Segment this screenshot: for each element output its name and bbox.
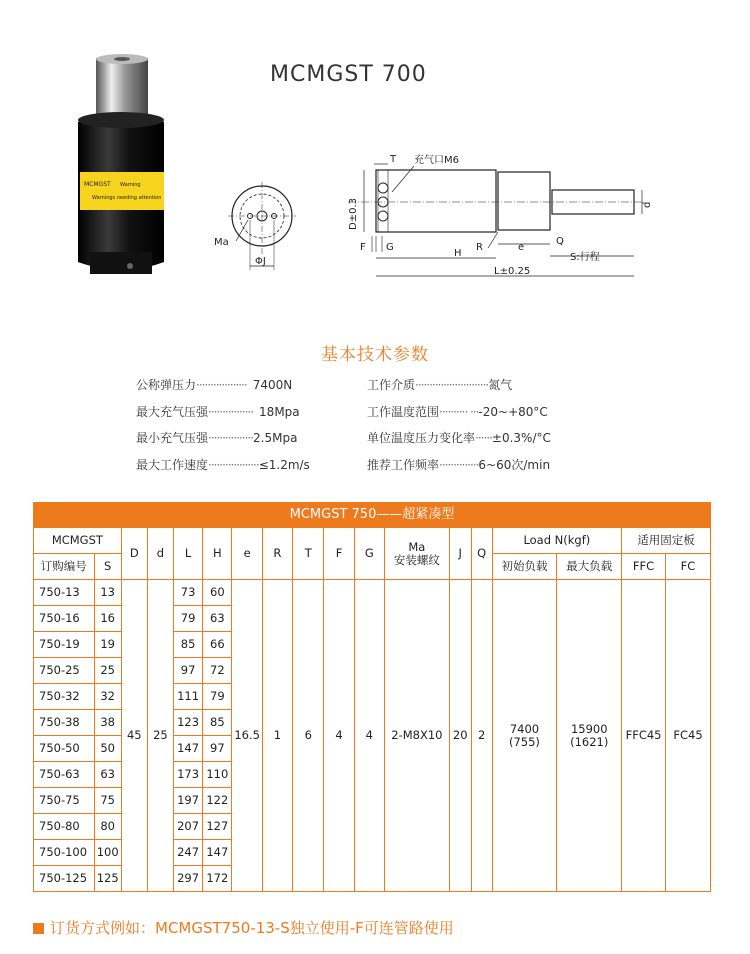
col-H: H <box>203 528 232 580</box>
col-F: F <box>324 528 354 580</box>
spec-item: 单位温度压力变化率······±0.3%/°C <box>367 431 551 445</box>
col-load-max: 最大负载 <box>557 554 622 580</box>
table-row: 750-63 63 173 110 <box>34 762 711 788</box>
front-j-label: ΦJ <box>255 256 266 267</box>
side-e-label: e <box>518 242 525 253</box>
col-FC: FC <box>666 554 711 580</box>
side-d-tol-label: D±0.3 <box>348 198 359 230</box>
front-ma-label: Ma <box>214 237 229 248</box>
side-g-label: G <box>386 242 394 253</box>
page-title: MCMGST 700 <box>270 62 427 87</box>
table-row: 750-80 80 207 127 <box>34 814 711 840</box>
photo-label-text: Warnings needing attention <box>92 195 162 201</box>
side-d-small-label: d <box>642 201 653 208</box>
side-view-diagram <box>338 152 658 284</box>
col-S: S <box>94 554 121 580</box>
col-code: 订购编号 <box>34 554 95 580</box>
col-Q: Q <box>471 528 492 580</box>
side-h-label: H <box>454 248 462 259</box>
col-J: J <box>449 528 471 580</box>
side-r-label: R <box>476 242 483 253</box>
side-f-label: F <box>360 242 366 253</box>
col-load: Load N(kgf) <box>492 528 622 554</box>
spec-item: 最小充气压强················2.5Mpa <box>136 431 298 445</box>
col-R: R <box>262 528 292 580</box>
table-row: 750-75 75 197 122 <box>34 788 711 814</box>
col-model: MCMGST <box>34 528 122 554</box>
table-title: MCMGST 750——超紧凑型 <box>33 502 711 527</box>
col-L: L <box>173 528 202 580</box>
side-l-label: L±0.25 <box>494 266 531 277</box>
col-load-init: 初始负载 <box>492 554 557 580</box>
side-port-label: 充气口M6 <box>414 155 459 166</box>
spec-item: 推荐工作频率··············6~60次/min <box>367 458 551 472</box>
table-header-row <box>34 528 711 554</box>
col-d: d <box>147 528 173 580</box>
spec-item: 工作温度范围·········· ···-20~+80°C <box>367 405 548 419</box>
side-q-label: Q <box>556 236 564 247</box>
table-row: 750-16 16 79 63 <box>34 606 711 632</box>
spec-item: 公称弹压力·················· 7400N <box>136 378 293 392</box>
spec-item: 最大充气压强················ 18Mpa <box>136 405 300 419</box>
spec-item: 工作介质··························氮气 <box>367 378 513 392</box>
spec-item: 最大工作速度··················≤1.2m/s <box>136 458 310 472</box>
col-T: T <box>293 528 324 580</box>
table-row: 750-19 19 85 66 <box>34 632 711 658</box>
table-row: 750-38 38 123 85 <box>34 710 711 736</box>
photo-label-heading: Warning <box>120 182 141 188</box>
product-photo <box>70 52 170 280</box>
front-view-diagram <box>208 178 318 278</box>
order-example: 订货方式例如：MCMGST750-13-S独立使用-F可连管路使用 <box>33 917 454 938</box>
table-row: 750-125 125 297 172 <box>34 866 711 892</box>
side-s-label: S:行程 <box>570 252 600 263</box>
bullet-square-icon <box>33 923 44 934</box>
table-row: 750-100 100 247 147 <box>34 840 711 866</box>
table-row: 750-32 32 111 79 <box>34 684 711 710</box>
col-D: D <box>121 528 147 580</box>
col-Ma: Ma 安装螺纹 <box>384 528 449 580</box>
col-plate: 适用固定板 <box>622 528 711 554</box>
spec-table <box>33 502 711 892</box>
photo-label-brand: MCMGST <box>84 181 111 188</box>
col-FFC: FFC <box>622 554 666 580</box>
side-t-label: T <box>390 154 397 165</box>
section-title: 基本技术参数 <box>321 345 429 365</box>
table-row: 750-50 50 147 97 <box>34 736 711 762</box>
table-row: 750-25 25 97 72 <box>34 658 711 684</box>
col-G: G <box>354 528 384 580</box>
table-row: 750-13 13 45 25 73 60 16.5 1 6 4 4 2-M8X10 20 2 7400 (755) 15900 (1621) FFC45 FC45 <box>34 580 711 606</box>
col-e: e <box>232 528 262 580</box>
